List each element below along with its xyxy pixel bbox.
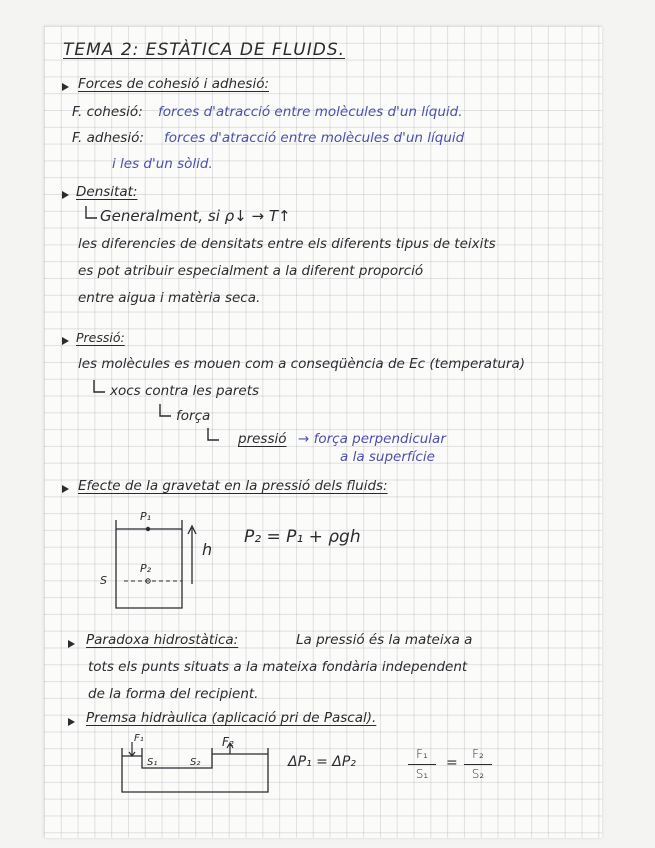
label-p1: P₁ [140,510,152,523]
heading-paradoxa: Paradoxa hidrostàtica: [86,632,239,648]
pressio-line5: a la superfície [340,449,435,465]
label-f2: F₂ [222,735,234,749]
fraction-bar-2 [464,764,492,765]
paradoxa-text1: La pressió és la mateixa a [296,632,473,648]
arrow-L-icon-2 [92,380,106,396]
bullet-pressio [62,337,69,345]
densitat-line1: Generalment, si ρ↓ → T↑ [100,207,291,225]
cohesio-label: F. cohesió: [72,104,143,120]
label-s1: S₁ [147,757,158,768]
arrow-L-icon [84,206,98,222]
fraction-s1: S₁ [415,767,429,781]
bullet-gravetat [62,485,69,493]
label-h: h [202,540,213,559]
heading-pressio: Pressió: [76,330,125,345]
adhesio-label: F. adhesió: [72,130,144,146]
heading-cohesio: Forces de cohesió i adhesió: [78,76,270,92]
pressio-line3: força [176,408,211,424]
bullet-cohesio [62,83,69,91]
adhesio-text2: i les d'un sòlid. [112,156,213,172]
densitat-line4: entre aigua i matèria seca. [78,290,261,306]
bullet-densitat [62,191,69,199]
bullet-paradoxa [68,640,75,648]
fraction-equals: = [446,755,458,771]
label-s: S [100,574,107,587]
label-f1: F₁ [134,733,144,744]
bullet-premsa [68,718,75,726]
pressio-line2: xocs contra les parets [110,383,260,399]
densitat-line2: les diferencies de densitats entre els diferents tipus de teixits [78,236,496,252]
fraction-f2: F₂ [472,747,484,761]
fraction-bar-1 [408,764,436,765]
label-p2: P₂ [140,562,152,575]
arrow-L-icon-4 [206,428,220,444]
heading-gravetat: Efecte de la gravetat en la pressió dels fluids: [78,478,388,494]
cohesio-text: forces d'atracció entre molècules d'un líquid. [158,104,463,120]
adhesio-text: forces d'atracció entre molècules d'un líquid [164,130,465,146]
label-s2: S₂ [190,757,201,768]
arrow-L-icon-3 [158,404,172,420]
heading-densitat: Densitat: [76,184,138,200]
pressio-line4-text: → força perpendicular [298,431,446,447]
container-diagram [100,510,213,615]
densitat-line3: es pot atribuir especialment a la diferent proporció [78,263,424,279]
page-title: TEMA 2: ESTÀTICA DE FLUIDS. [63,40,346,60]
paradoxa-text3: de la forma del recipient. [88,686,259,702]
formula-pressio: P₂ = P₁ + ρgh [244,527,361,547]
heading-premsa: Premsa hidràulica (aplicació pri de Pascal). [86,710,377,726]
pressio-line1: les molècules es mouen com a conseqüència de Ec (temperatura) [78,356,526,372]
hydraulic-press-diagram [110,734,280,802]
pressio-line4-label: pressió [238,431,287,447]
fraction-f1: F₁ [416,747,428,761]
fraction-s2: S₂ [471,767,485,781]
pascal-equation: ΔP₁ = ΔP₂ [288,754,356,770]
paradoxa-text2: tots els punts situats a la mateixa fondària independent [88,659,468,675]
